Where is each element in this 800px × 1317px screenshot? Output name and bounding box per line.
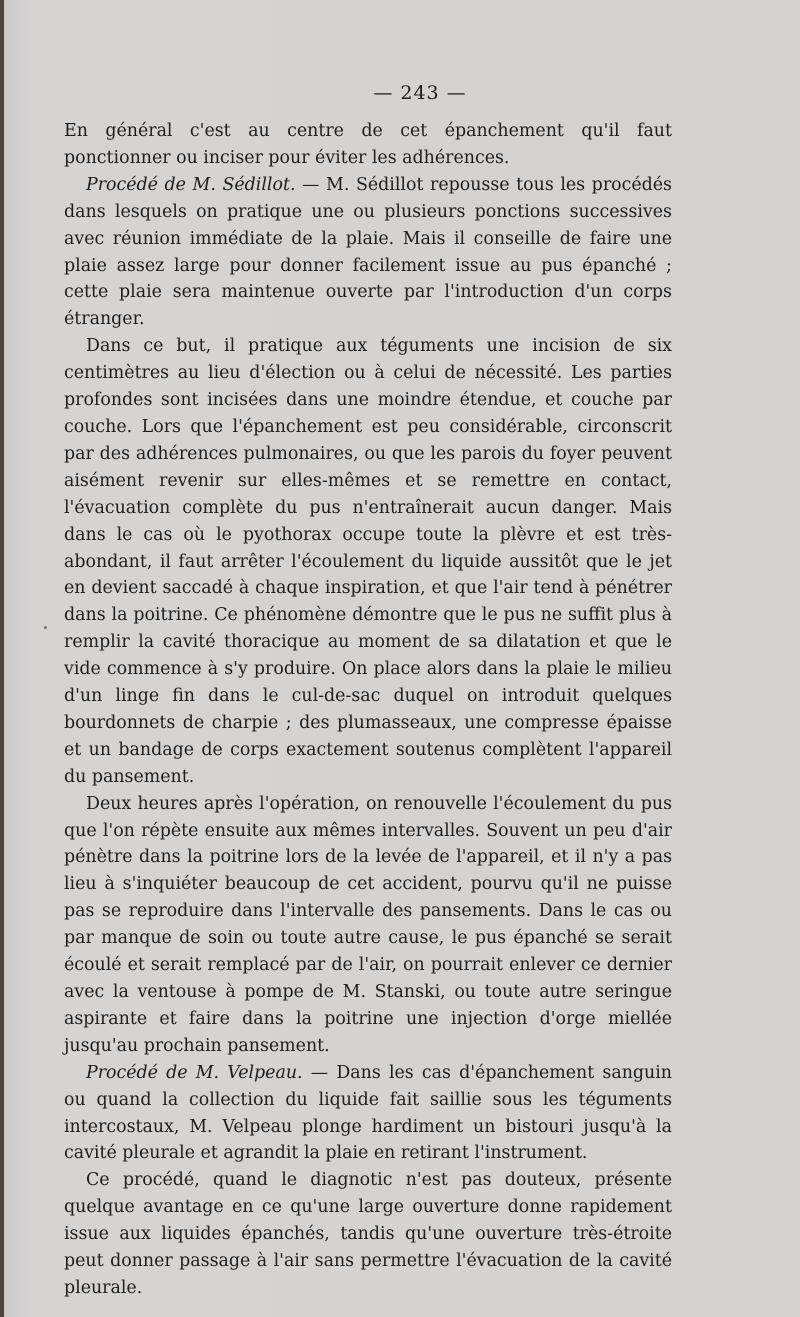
paragraph-text: — M. Sédillot repousse tous les procédés dans lesquels on pratique une ou plusieurs ponctions successives avec réunion immédiate de la plaie. Mais il conseille de faire une plaie assez large pour donner facilement issue au pus épanché ; cette plaie sera maintenue ouverte par l'introduction d'un corps étranger.: [64, 174, 672, 330]
procedure-heading-sedillot: Procédé de M. Sédillot.: [86, 174, 296, 195]
page-binding-edge: [0, 0, 4, 1317]
paragraph-5: [64, 1060, 672, 1168]
procedure-heading-velpeau: Procédé de M. Velpeau.: [86, 1062, 303, 1083]
paragraph-text: Dans ce but, il pratique aux téguments une incision de six centimètres au lieu d'élection ou à celui de nécessité. Les parties profondes sont incisées dans une moindre étendue, et couche par couche. Lors que l'épanchement est peu considérable, circonscrit par des adhérences pulmonaires, ou que les parois du foyer peuvent aisément revenir sur elles-mêmes et se remettre en contact, l'évacuation complète du pus n'entraînerait aucun danger. Mais dans le cas où le pyothorax occupe toute la plèvre et est très-abondant, il faut arrêter l'écoulement du liquide aussitôt que le jet en devient saccadé à chaque inspiration, et que l'air tend à pénétrer dans la poitrine. Ce phénomène démontre que le pus ne suffit plus à remplir la cavité thoracique au moment de sa dilatation et que le vide commence à s'y produire. On place alors dans la plaie le milieu d'un linge fin dans le cul-de-sac duquel on introduit quelques bourdonnets de charpie ; des plumasseaux, une compresse épaisse et un bandage de corps exactement soutenus complètent l'appareil du pansement.: [64, 336, 672, 787]
paper-speck: [44, 626, 47, 629]
body-text: [64, 118, 672, 1302]
paragraph-1: [64, 118, 672, 172]
paragraph-text: Deux heures après l'opération, on renouvelle l'écoulement du pus que l'on répète ensuite aux mêmes intervalles. Souvent un peu d'air pénètre dans la poitrine lors de la levée de l'appareil, et il n'y a pas lieu à s'inquiéter beaucoup de cet accident, pourvu qu'il ne puisse pas se reproduire dans l'intervalle des pansements. Dans le cas ou par manque de soin ou toute autre cause, le pus épanché se serait écoulé et serait remplacé par de l'air, on pourrait enlever ce dernier avec la ventouse à pompe de M. Stanski, ou toute autre seringue aspirante et faire dans la poitrine une injection d'orge miellée jusqu'au prochain pansement.: [64, 793, 672, 1056]
paragraph-4: [64, 791, 672, 1060]
page-number: — 243 —: [373, 82, 467, 104]
paragraph-2: [64, 172, 672, 333]
paragraph-text: En général c'est au centre de cet épanchement qu'il faut ponctionner ou inciser pour éviter les adhérences.: [64, 121, 672, 168]
paragraph-text: — Dans les cas d'épanchement sanguin ou quand la collection du liquide fait saillie sous les téguments intercostaux, M. Velpeau plonge hardiment un bistouri jusqu'à la cavité pleurale et agrandit la plaie en retirant l'instrument.: [64, 1062, 672, 1164]
paragraph-6: [64, 1167, 672, 1302]
paragraph-3: [64, 333, 672, 790]
paragraph-text: Ce procédé, quand le diagnotic n'est pas douteux, présente quelque avantage en ce qu'une large ouverture donne rapidement issue aux liquides épanchés, tandis qu'une ouverture très-étroite peut donner passage à l'air sans permettre l'évacuation de la cavité pleurale.: [64, 1170, 672, 1298]
